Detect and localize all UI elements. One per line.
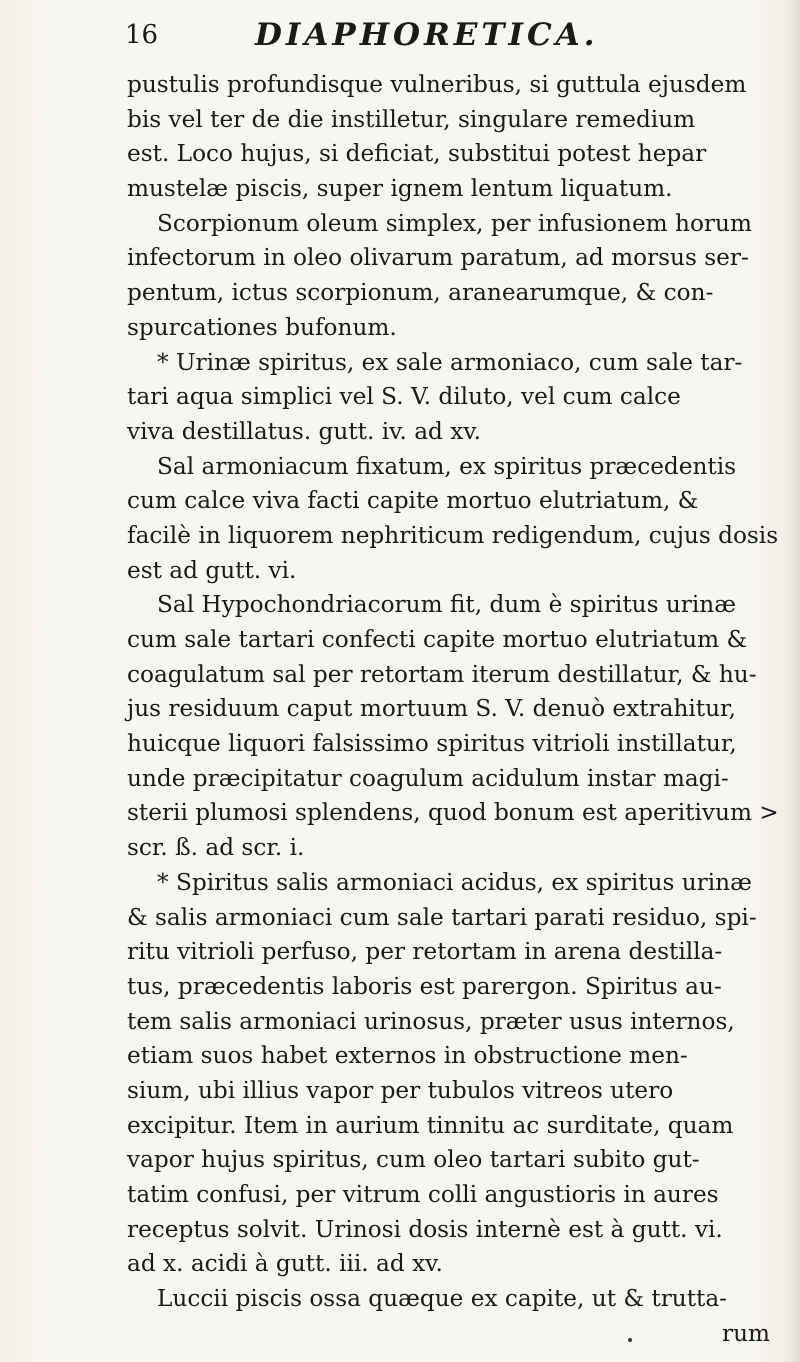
text-line: bis vel ter de die instilletur, singulare remedium [127,105,696,133]
text-line: est. Loco hujus, si deficiat, substitui potest hepar [127,140,707,168]
text-line: Scorpionum oleum simplex, per infusionem horum [157,209,752,237]
text-line: facilè in liquorem nephriticum redigendum, cujus dosis [127,521,779,549]
page-number: 16 [125,20,159,50]
text-line: etiam suos habet externos in obstructione men- [127,1042,688,1070]
text-line: scr. ß. ad scr. i. [127,834,305,862]
text-line: tem salis armoniaci urinosus, præter usus internos, [127,1007,735,1035]
ink-dot [628,1338,632,1342]
text-line: pentum, ictus scorpionum, aranearumque, & con- [127,279,714,307]
text-line: cum calce viva facti capite mortuo elutriatum, & [127,487,699,515]
text-line: ritu vitrioli perfuso, per retortam in arena destilla- [127,938,723,966]
text-line: unde præcipitatur coagulum acidulum instar magi- [127,764,729,792]
page-edge-shadow [786,0,800,1362]
text-line: excipitur. Item in aurium tinnitu ac surditate, quam [127,1111,734,1139]
text-line: ad x. acidi à gutt. iii. ad xv. [127,1250,443,1278]
text-line: infectorum in oleo olivarum paratum, ad morsus ser- [127,244,749,272]
main-text [127,68,783,1351]
text-line: Sal Hypochondriacorum fit, dum è spiritus urinæ [157,591,737,619]
catchword: rum [722,1319,771,1347]
text-line: tari aqua simplici vel S. V. diluto, vel cum calce [127,383,681,411]
text-line: tatim confusi, per vitrum colli angustioris in aures [127,1181,719,1208]
text-line: vapor hujus spiritus, cum oleo tartari subito gut- [127,1146,700,1174]
text-line: sium, ubi illius vapor per tubulos vitreos utero [127,1076,674,1104]
page-header [125,10,765,60]
text-line: sterii plumosi splendens, quod bonum est aperitivum > [127,799,779,827]
text-line: pustulis profundisque vulneribus, si guttula ejusdem [127,71,747,98]
text-line: * Urinæ spiritus, ex sale armoniaco, cum sale tar- [157,348,743,376]
text-line: Luccii piscis ossa quæque ex capite, ut & trutta- [157,1285,728,1313]
text-line: Sal armoniacum fixatum, ex spiritus præcedentis [157,452,737,480]
text-line: mustelæ piscis, super ignem lentum liquatum. [127,175,673,203]
text-line: & salis armoniaci cum sale tartari parati residuo, spi- [127,903,757,931]
text-line: * Spiritus salis armoniaci acidus, ex spiritus urinæ [157,868,752,896]
text-line: est ad gutt. vi. [127,556,297,584]
text-line: cum sale tartari confecti capite mortuo elutriatum & [127,626,748,653]
text-line: receptus solvit. Urinosi dosis internè est à gutt. vi. [127,1215,723,1243]
text-line: tus, præcedentis laboris est parergon. Spiritus au- [127,972,722,1000]
text-line: coagulatum sal per retortam iterum destillatur, & hu- [127,660,757,688]
text-line: viva destillatus. gutt. iv. ad xv. [127,417,482,445]
text-line: spurcationes bufonum. [127,313,397,341]
text-line: jus residuum caput mortuum S. V. denuò extrahitur, [127,695,736,723]
text-line: huicque liquori falsissimo spiritus vitrioli instillatur, [127,730,737,758]
running-title: DIAPHORETICA. [255,17,599,53]
